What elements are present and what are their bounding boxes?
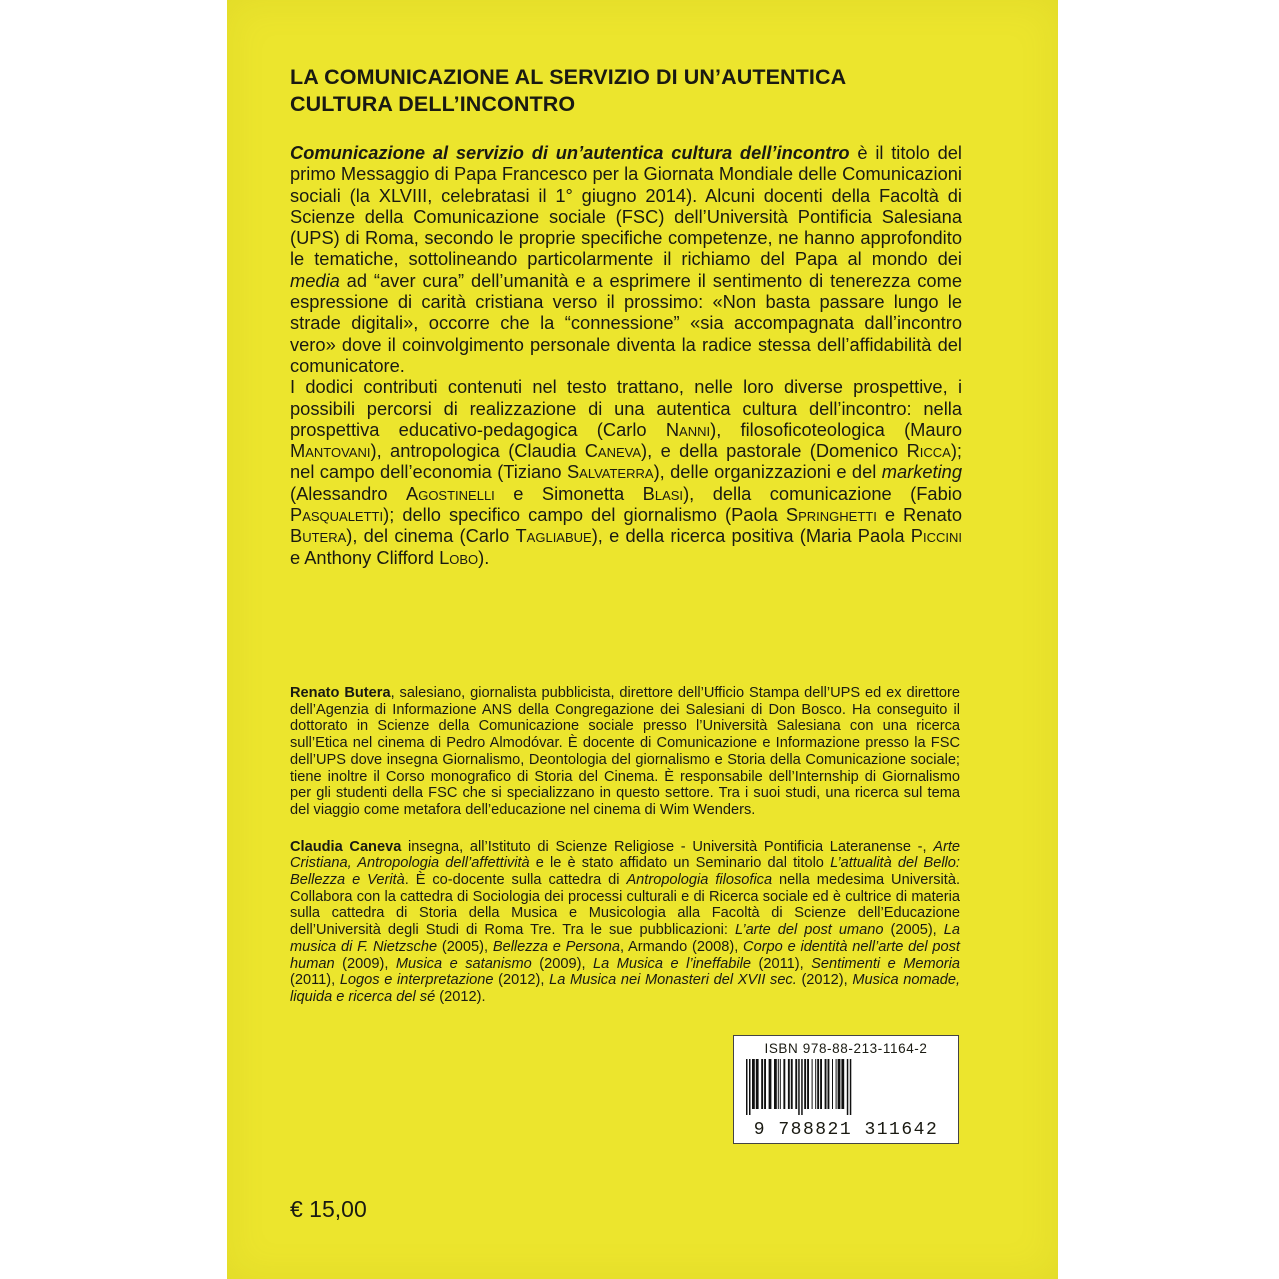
bio-italic: L’arte del post umano xyxy=(735,922,884,939)
price: € 15,00 xyxy=(290,1196,367,1222)
author-name: Butera xyxy=(290,525,347,547)
bio-italic: Bellezza e Persona xyxy=(492,938,621,955)
barcode-bar xyxy=(749,1059,751,1115)
bio-text: insegna, all’Istituto di Scienze Religiose - Università Pontificia Lateranense -, xyxy=(401,838,934,855)
blurb-text: ), del cinema (Carlo xyxy=(346,525,516,547)
title-line-1: LA COMUNICAZIONE AL SERVIZIO DI UN’AUTENTICA xyxy=(290,65,847,89)
bio-italic: L’attualità del Bello: Bellezza e Verità xyxy=(290,855,960,889)
bio-text: . È co-docente sulla cattedra di xyxy=(404,872,627,889)
barcode-bars xyxy=(744,1059,948,1115)
barcode-bar xyxy=(788,1059,790,1109)
author-name: Caneva xyxy=(584,440,642,462)
blurb-text: e Simonetta xyxy=(494,482,643,504)
bio-text: (2012), xyxy=(796,972,853,989)
barcode-bar xyxy=(774,1059,777,1109)
bio-text: , Armando (2008), xyxy=(620,938,744,955)
barcode-bar xyxy=(801,1059,803,1115)
blurb-italic: marketing xyxy=(881,461,962,483)
blurb-text: e Renato xyxy=(876,504,963,526)
bio-italic: Musica nomade, liquida e ricerca del sé xyxy=(290,972,961,1005)
bio-renato-butera xyxy=(290,685,960,819)
author-bios xyxy=(290,685,960,1026)
barcode-bar xyxy=(838,1059,841,1109)
bio-claudia-caneva xyxy=(290,839,960,1006)
bio-text: (2009), xyxy=(334,955,396,972)
bio-italic: La Musica e l’ineffabile xyxy=(593,955,751,972)
barcode-bar xyxy=(764,1059,766,1109)
barcode-bar xyxy=(756,1059,759,1109)
author-name: Agostinelli xyxy=(406,482,495,504)
blurb-text: ), della comunicazione (Fabio xyxy=(683,482,962,504)
blurb-text: ad “aver cura” dell’umanità e a esprimere il sentimento di tenerezza come espressione di carità cristiana verso il prossimo: «Non basta passare lungo le strade digitali», occorre che la “connessione” «sia accompagnata dall’incontro vero» dove il coinvolgimento personale diventa la radice stessa dell’affidabilità del comunicatore. xyxy=(290,269,962,376)
barcode-bar xyxy=(828,1059,830,1109)
barcode-bar xyxy=(791,1059,793,1109)
blurb-text: e Anthony Clifford xyxy=(290,546,440,568)
blurb-text: ), e della ricerca positiva (Maria Paola xyxy=(591,525,911,547)
bio-italic: Sentimenti e Memoria xyxy=(811,955,961,972)
author-name: Springhetti xyxy=(785,504,877,526)
barcode-bar xyxy=(850,1059,852,1115)
author-name: Mantovani xyxy=(290,440,371,462)
blurb-paragraph-1 xyxy=(290,142,962,376)
barcode-bar xyxy=(832,1059,833,1109)
blurb-text: ); dello specifico campo del giornalismo (Paola xyxy=(383,504,786,526)
blurb-text: ), filosoficoteologica (Mauro xyxy=(710,418,962,440)
barcode-digits: 9 788821 311642 xyxy=(753,1120,939,1140)
author-name: Tagliabue xyxy=(515,525,592,547)
back-cover xyxy=(227,0,1058,1279)
blurb-italic: media xyxy=(290,269,340,291)
barcode-bar xyxy=(841,1059,844,1109)
bio-text: (2005), xyxy=(437,938,493,955)
barcode-bar xyxy=(812,1059,813,1109)
blurb-text: ). xyxy=(478,546,490,568)
bio-italic: Arte Cristiana, Antropologia dell’affettività xyxy=(290,838,960,872)
blurb-paragraph-2 xyxy=(290,376,962,568)
barcode-bar xyxy=(778,1059,779,1109)
blurb-text: ), antropologica (Claudia xyxy=(370,440,585,462)
barcode-bar xyxy=(820,1059,822,1109)
barcode-bar xyxy=(847,1059,849,1115)
barcode-bar xyxy=(836,1059,837,1109)
bio-text: (2011), xyxy=(290,972,340,989)
blurb-text: I dodici contributi contenuti nel testo trattano, nelle loro diverse prospettive, i possibili percorsi di realizzazione di una autentica cultura dell’incontro: nella prospettiva educativo-pedagogica (Carlo xyxy=(290,376,962,440)
title-line-2: CULTURA DELL’INCONTRO xyxy=(290,92,576,116)
barcode-bar xyxy=(780,1059,781,1109)
bio-text: (2005), xyxy=(883,922,944,939)
bio-name: Renato Butera xyxy=(290,685,391,701)
barcode-bar xyxy=(815,1059,816,1109)
bio-italic: Musica e satanismo xyxy=(395,955,532,972)
barcode-bar xyxy=(783,1059,785,1109)
bio-text: (2011), xyxy=(751,955,812,972)
isbn-label: ISBN 978-88-213-1164-2 xyxy=(764,1041,928,1056)
blurb-text: ); nel campo dell’economia (Tiziano xyxy=(290,440,962,483)
barcode-bar xyxy=(752,1059,755,1109)
barcode-bar xyxy=(746,1059,748,1115)
barcode-bar xyxy=(795,1059,797,1109)
bio-italic: La musica di F. Nietzsche xyxy=(290,922,960,955)
bio-italic: La Musica nei Monasteri del XVII sec. xyxy=(549,972,797,989)
bio-italic: Corpo e identità nell’arte del post human xyxy=(290,938,960,972)
barcode-bar xyxy=(761,1059,763,1109)
isbn-barcode xyxy=(733,1035,959,1144)
barcode-bar xyxy=(807,1059,809,1109)
author-name: Blasi xyxy=(642,482,684,504)
author-name: Ricca xyxy=(906,440,951,462)
blurb-lead-title: Comunicazione al servizio di un’autentica cultura dell’incontro xyxy=(290,142,850,163)
barcode-bar xyxy=(804,1059,806,1109)
bio-text: (2009), xyxy=(531,955,593,972)
book-title xyxy=(290,64,990,118)
blurb xyxy=(290,142,962,568)
blurb-text: ), e della pastorale (Domenico xyxy=(641,440,907,462)
bio-italic: Logos e interpretazione xyxy=(339,972,494,989)
bio-text: e le è stato affidato un Seminario dal titolo xyxy=(529,855,831,872)
barcode-bar xyxy=(769,1059,772,1109)
bio-text: (2012). xyxy=(435,988,486,1005)
author-name: Piccini xyxy=(910,525,962,547)
blurb-text: è il titolo del primo Messaggio di Papa Francesco per la Giornata Mondiale delle Comunicazioni sociali (la XLVIII, celebratasi il 1° giugno 2014). Alcuni docenti della Facoltà di Scienze della Comunicazione sociale (FSC) dell’Università Pontificia Salesiana (UPS) di Roma, secondo le proprie specifiche competenze, ne hanno approfondito le tematiche, sottolineando particolarmente il richiamo del Papa al mondo dei xyxy=(290,142,962,270)
bio-text: , salesiano, giornalista pubblicista, direttore dell’Ufficio Stampa dell’UPS ed ex direttore dell’Agenzia di Informazione ANS della Congregazione dei Salesiani di Don Bosco. Ha conseguito il dottorato in Scienze della Comunicazione sociale presso l’Università Salesiana con una ricerca sull’Etica nel cinema di Pedro Almodóvar. È docente di Comunicazione e Informazione presso la FSC dell’UPS dove insegna Giornalismo, Deontologia del giornalismo e Storia della Comunicazione sociale; tiene inoltre il Corso monografico di Storia del Cinema. È responsabile dell’Internship di Giornalismo per gli studenti della FSC che si specializzano in questo settore. Tra i suoi studi, una ricerca sul tema del viaggio come metafora dell’educazione nel cinema di Wim Wenders. xyxy=(290,685,960,818)
bio-text: nella medesima Università. Collabora con la cattedra di Sociologia dei processi culturali e di Ricerca sociale ed è cultrice di materia sulla cattedra di Storia della Musica e Musicologia alla Facoltà di Scienze dell’Educazione dell’Università degli Studi di Roma Tre. Tra le sue pubblicazioni: xyxy=(290,872,960,939)
blurb-text: (Alessandro xyxy=(290,482,407,504)
blurb-text: ), delle organizzazioni e del xyxy=(653,461,882,483)
bio-text: (2012), xyxy=(493,972,550,989)
author-name: Pasqualetti xyxy=(290,504,384,526)
barcode-bar xyxy=(798,1059,800,1115)
bio-italic: Antropologia filosofica xyxy=(626,872,773,889)
author-name: Nanni xyxy=(665,418,711,440)
barcode-bar xyxy=(817,1059,819,1109)
bio-name: Claudia Caneva xyxy=(290,838,402,855)
author-name: Salvaterra xyxy=(566,461,654,483)
author-name: Lobo xyxy=(439,546,479,568)
barcode-bar xyxy=(825,1059,827,1109)
